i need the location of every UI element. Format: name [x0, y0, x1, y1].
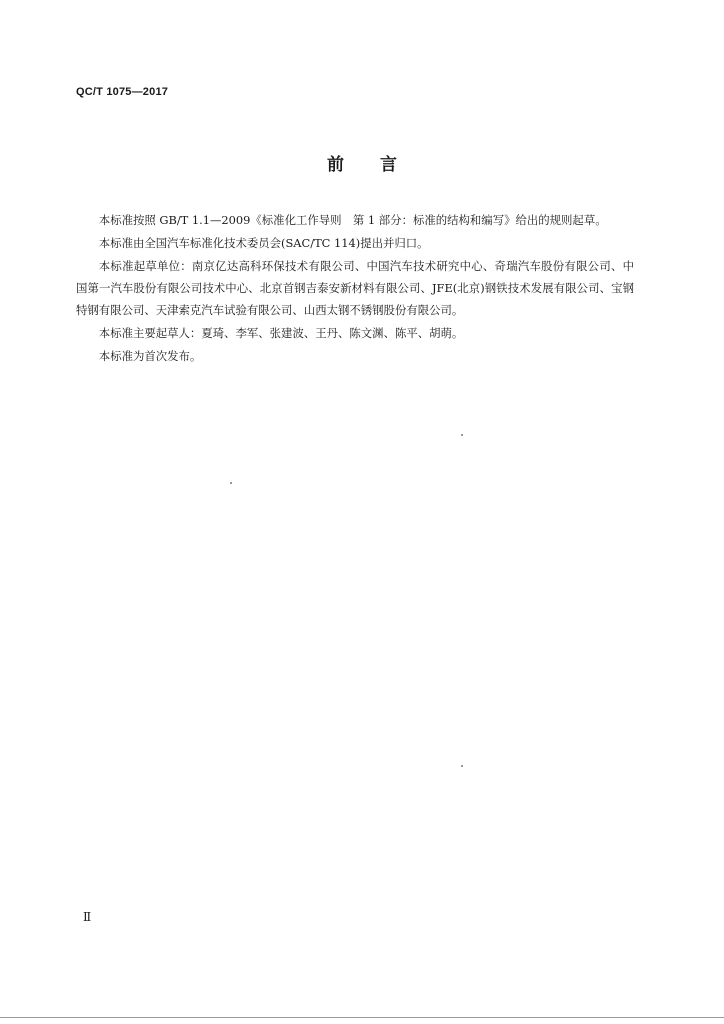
scan-edge-line	[0, 1017, 724, 1018]
page-title: 前言	[327, 155, 433, 175]
scan-speck	[461, 434, 463, 436]
paragraph-first-release: 本标准为首次发布。	[98, 349, 202, 363]
page-number: Ⅱ	[83, 910, 92, 924]
paragraph-drafting-rules: 本标准按照 GB/T 1.1—2009《标准化工作导则 第 1 部分：标准的结构和编写》给出的规则起草。	[98, 213, 607, 227]
paragraph-drafting-units: 本标准起草单位：南京亿达高科环保技术有限公司、中国汽车技术研究中心、奇瑞汽车股份有限公司、中国第一汽车股份有限公司技术中心、北京首钢吉泰安新材料有限公司、JFE(北京)钢铁技术发展有限公司、宝钢特钢有限公司、天津索克汽车试验有限公司、山西太钢不锈钢股份有限公司。	[76, 259, 634, 317]
paragraph-drafters: 本标准主要起草人：夏琦、李军、张建波、王丹、陈文渊、陈平、胡萌。	[98, 326, 464, 340]
scan-speck	[230, 482, 232, 484]
paragraph-proposer: 本标准由全国汽车标准化技术委员会(SAC/TC 114)提出并归口。	[98, 236, 429, 250]
scan-speck	[461, 765, 463, 767]
foreword-body	[76, 209, 634, 368]
standard-number: QC/T 1075—2017	[76, 86, 169, 98]
